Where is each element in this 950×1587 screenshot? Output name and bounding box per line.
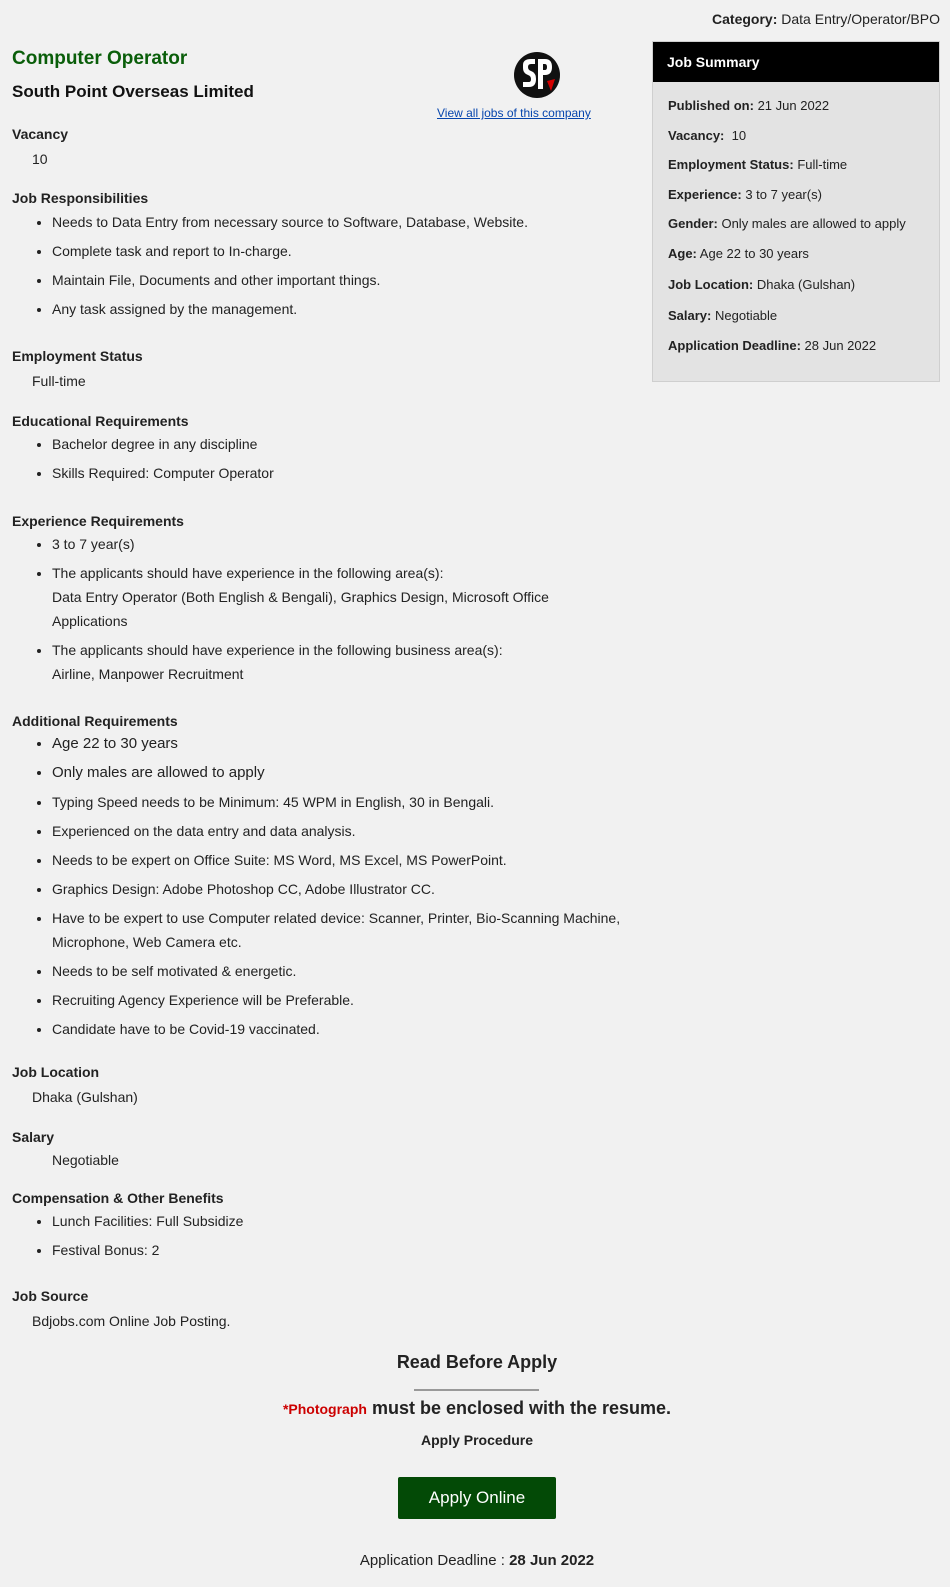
summary-label: Employment Status: <box>668 157 794 172</box>
list-item: • Age 22 to 30 years <box>52 732 632 756</box>
business-area-intro: The applicants should have experience in the following business area(s): <box>52 642 503 658</box>
summary-age <box>668 246 809 261</box>
summary-salary <box>668 308 777 323</box>
summary-label: Age: <box>668 246 697 261</box>
summary-label: Gender: <box>668 216 718 231</box>
photograph-notice <box>0 1398 950 1419</box>
deadline-label: Application Deadline : <box>359 1552 505 1569</box>
category-value: Data Entry/Operator/BPO <box>781 11 940 27</box>
summary-value: 28 Jun 2022 <box>804 338 877 353</box>
deadline-value: 28 Jun 2022 <box>509 1552 595 1569</box>
summary-value: 10 <box>731 128 747 143</box>
list-item: • Skills Required: Computer Operator <box>52 461 274 485</box>
apply-procedure-heading: Apply Procedure <box>420 1432 534 1448</box>
list-item: • Needs to be self motivated & energetic. <box>52 959 632 983</box>
additional-heading: Additional Requirements <box>12 713 178 729</box>
summary-label: Published on: <box>668 98 754 113</box>
summary-gender <box>668 216 906 231</box>
job-summary-panel <box>652 41 940 382</box>
experience-list <box>12 532 612 691</box>
photograph-notice-text: must be enclosed with the resume. <box>371 1398 672 1418</box>
application-deadline-footer <box>0 1552 950 1569</box>
list-item: • Any task assigned by the management. <box>52 297 528 321</box>
experience-area-intro: The applicants should have experience in the following area(s): <box>52 565 444 581</box>
summary-value: Age 22 to 30 years <box>699 246 809 261</box>
location-heading: Job Location <box>12 1064 100 1080</box>
read-before-apply-heading: Read Before Apply <box>396 1352 558 1372</box>
list-item: • Graphics Design: Adobe Photoshop CC, Adobe Illustrator CC. <box>52 877 632 901</box>
summary-experience <box>668 187 822 202</box>
education-list <box>12 432 274 490</box>
summary-value: Only males are allowed to apply <box>721 216 906 231</box>
business-area-list: Airline, Manpower Recruitment <box>52 666 244 682</box>
list-item: • Needs to Data Entry from necessary source to Software, Database, Website. <box>52 210 528 234</box>
location-value: Dhaka (Gulshan) <box>32 1089 138 1105</box>
summary-value: Dhaka (Gulshan) <box>756 277 856 292</box>
vacancy-heading: Vacancy <box>12 126 69 142</box>
list-item: • Typing Speed needs to be Minimum: 45 WPM in English, 30 in Bengali. <box>52 790 632 814</box>
summary-value: Negotiable <box>715 308 778 323</box>
list-item: • Experienced on the data entry and data analysis. <box>52 819 632 843</box>
employment-status-value: Full-time <box>32 373 86 389</box>
salary-heading: Salary <box>12 1129 55 1145</box>
source-heading: Job Source <box>12 1288 89 1304</box>
list-item: • Needs to be expert on Office Suite: MS Word, MS Excel, MS PowerPoint. <box>52 848 632 872</box>
employment-status-heading: Employment Status <box>12 348 143 364</box>
category-label: Category: <box>712 11 778 27</box>
responsibilities-list <box>12 210 528 326</box>
summary-location <box>668 277 855 292</box>
summary-label: Job Location: <box>668 277 754 292</box>
summary-published <box>668 98 829 113</box>
summary-label: Vacancy: <box>668 128 725 143</box>
divider <box>414 1389 539 1391</box>
salary-value: Negotiable <box>52 1152 119 1168</box>
list-item: • Complete task and report to In-charge. <box>52 239 528 263</box>
company-logo-icon <box>513 51 561 99</box>
list-item: • Candidate have to be Covid-19 vaccinated. <box>52 1017 632 1041</box>
list-item <box>52 638 612 686</box>
summary-vacancy <box>668 128 746 143</box>
summary-value: 3 to 7 year(s) <box>745 187 822 202</box>
job-title: Computer Operator <box>12 48 188 69</box>
responsibilities-heading: Job Responsibilities <box>12 190 149 206</box>
list-item: • Only males are allowed to apply <box>52 761 632 785</box>
list-item <box>52 561 612 633</box>
benefits-list <box>12 1209 243 1267</box>
experience-area-list: Data Entry Operator (Both English & Bengali), Graphics Design, Microsoft Office Applications <box>52 589 549 629</box>
source-value: Bdjobs.com Online Job Posting. <box>32 1313 231 1329</box>
list-item: • Maintain File, Documents and other important things. <box>52 268 528 292</box>
summary-employment <box>668 157 847 172</box>
vacancy-value: 10 <box>32 151 48 167</box>
job-summary-title: Job Summary <box>653 42 939 82</box>
list-item: • Have to be expert to use Computer related device: Scanner, Printer, Bio-Scanning Machine, Microphone, Web Camera etc. <box>52 906 632 954</box>
summary-deadline <box>668 338 876 353</box>
list-item: • Bachelor degree in any discipline <box>52 432 274 456</box>
view-all-jobs-link[interactable]: View all jobs of this company <box>437 106 591 120</box>
list-item: • Lunch Facilities: Full Subsidize <box>52 1209 243 1233</box>
summary-value: Full-time <box>797 157 848 172</box>
list-item: • Recruiting Agency Experience will be Preferable. <box>52 988 632 1012</box>
category-line <box>712 11 940 27</box>
summary-value: 21 Jun 2022 <box>757 98 830 113</box>
company-name: South Point Overseas Limited <box>12 82 254 101</box>
experience-heading: Experience Requirements <box>12 513 184 529</box>
summary-label: Experience: <box>668 187 742 202</box>
benefits-heading: Compensation & Other Benefits <box>12 1190 224 1206</box>
additional-list <box>12 732 632 1046</box>
photograph-required: *Photograph <box>282 1401 367 1417</box>
summary-label: Application Deadline: <box>668 338 801 353</box>
summary-label: Salary: <box>668 308 712 323</box>
list-item: • Festival Bonus: 2 <box>52 1238 243 1262</box>
apply-online-button[interactable]: Apply Online <box>398 1477 556 1519</box>
list-item: • 3 to 7 year(s) <box>52 532 612 556</box>
education-heading: Educational Requirements <box>12 413 189 429</box>
